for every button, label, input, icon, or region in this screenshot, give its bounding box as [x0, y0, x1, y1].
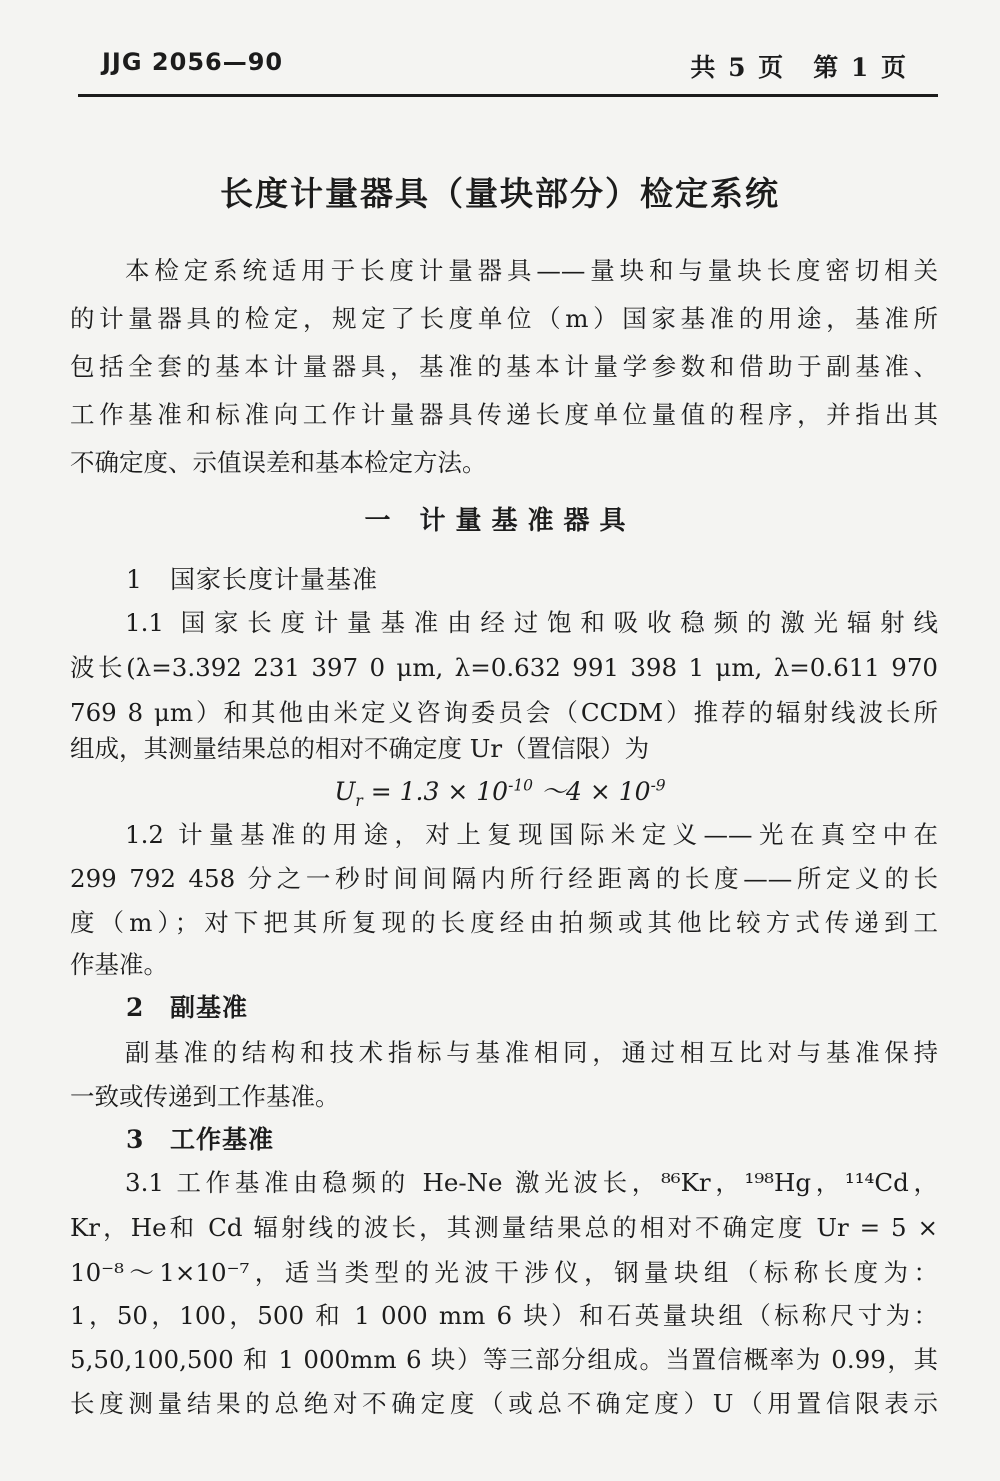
- paragraph-line: 一致或传递到工作基准。: [70, 1082, 340, 1111]
- subsection-label: 国家长度计量基准: [170, 565, 379, 594]
- subsection-number: 2: [126, 993, 145, 1022]
- paragraph-line: 副基准的结构和技术指标与基准相同，通过相互比对与基准保持: [125, 1038, 938, 1067]
- subsection-number: 3: [126, 1125, 145, 1154]
- subsection-heading: [126, 1120, 274, 1156]
- paragraph-line: 3.1 工作基准由稳频的 He-Ne 激光波长，⁸⁶Kr，¹⁹⁸Hg，¹¹⁴Cd，: [125, 1168, 938, 1197]
- intro-line: 包括全套的基本计量器具，基准的基本计量学参数和借助于副基准、: [70, 352, 938, 381]
- paragraph-line: 299 792 458 分之一秒时间间隔内所行经距离的长度——所定义的长: [70, 864, 938, 893]
- subsection-number: 1: [126, 565, 143, 594]
- subsection-label: 副基准: [170, 993, 249, 1022]
- subsection-label: 工作基准: [170, 1125, 275, 1154]
- intro-line: 不确定度、示值误差和基本检定方法。: [70, 448, 487, 477]
- current-page: 第 1 页: [813, 53, 908, 82]
- subsection-heading: [126, 560, 378, 596]
- paragraph-line: 769 8 μm）和其他由米定义咨询委员会（CCDM）推荐的辐射线波长所: [70, 698, 938, 727]
- paragraph-line: 1，50，100，500 和 1 000 mm 6 块）和石英量块组（标称尺寸为：: [70, 1301, 938, 1330]
- paragraph-line: 10⁻⁸～1×10⁻⁷，适当类型的光波干涉仪，钢量块组（标称长度为：: [70, 1258, 938, 1287]
- paragraph-line: 1.1 国家长度计量基准由经过饱和吸收稳频的激光辐射线: [125, 608, 938, 637]
- page-indicator: [690, 48, 908, 84]
- paragraph-line: 1.2 计量基准的用途，对上复现国际米定义——光在真空中在: [125, 820, 938, 849]
- paragraph-line: Kr，He和 Cd 辐射线的波长，其测量结果总的相对不确定度 Ur = 5 ×: [70, 1213, 938, 1242]
- paragraph-line: 作基准。: [70, 950, 168, 979]
- section-heading: 一 计量基准器具: [364, 506, 636, 536]
- paragraph-line: 5,50,100,500 和 1 000mm 6 块）等三部分组成。当置信概率为 0.99，其: [70, 1345, 938, 1374]
- intro-line: 本检定系统适用于长度计量器具——量块和与量块长度密切相关: [125, 256, 938, 285]
- subsection-heading: [126, 988, 248, 1024]
- standard-code: JJG 2056—90: [102, 48, 284, 76]
- paragraph-line: 度（m）；对下把其所复现的长度经由拍频或其他比较方式传递到工: [70, 908, 938, 937]
- uncertainty-formula: $U_r = 1.3 \times 10^{-10}$ ～4 × $10^{-9}$: [334, 776, 666, 810]
- paragraph-line: 波长(λ=3.392 231 397 0 μm, λ=0.632 991 398 1 μm, λ=0.611 970: [70, 653, 938, 682]
- intro-line: 的计量器具的检定，规定了长度单位（m）国家基准的用途，基准所: [70, 304, 938, 333]
- paragraph-line: 长度测量结果的总绝对不确定度（或总不确定度）U（用置信限表示: [70, 1389, 938, 1418]
- intro-line: 工作基准和标准向工作计量器具传递长度单位量值的程序，并指出其: [70, 400, 938, 429]
- document-title: 长度计量器具（量块部分）检定系统: [220, 174, 780, 213]
- paragraph-line: 组成，其测量结果总的相对不确定度 Ur（置信限）为: [70, 734, 650, 763]
- header-rule: [78, 94, 938, 97]
- total-pages: 共 5 页: [690, 53, 786, 82]
